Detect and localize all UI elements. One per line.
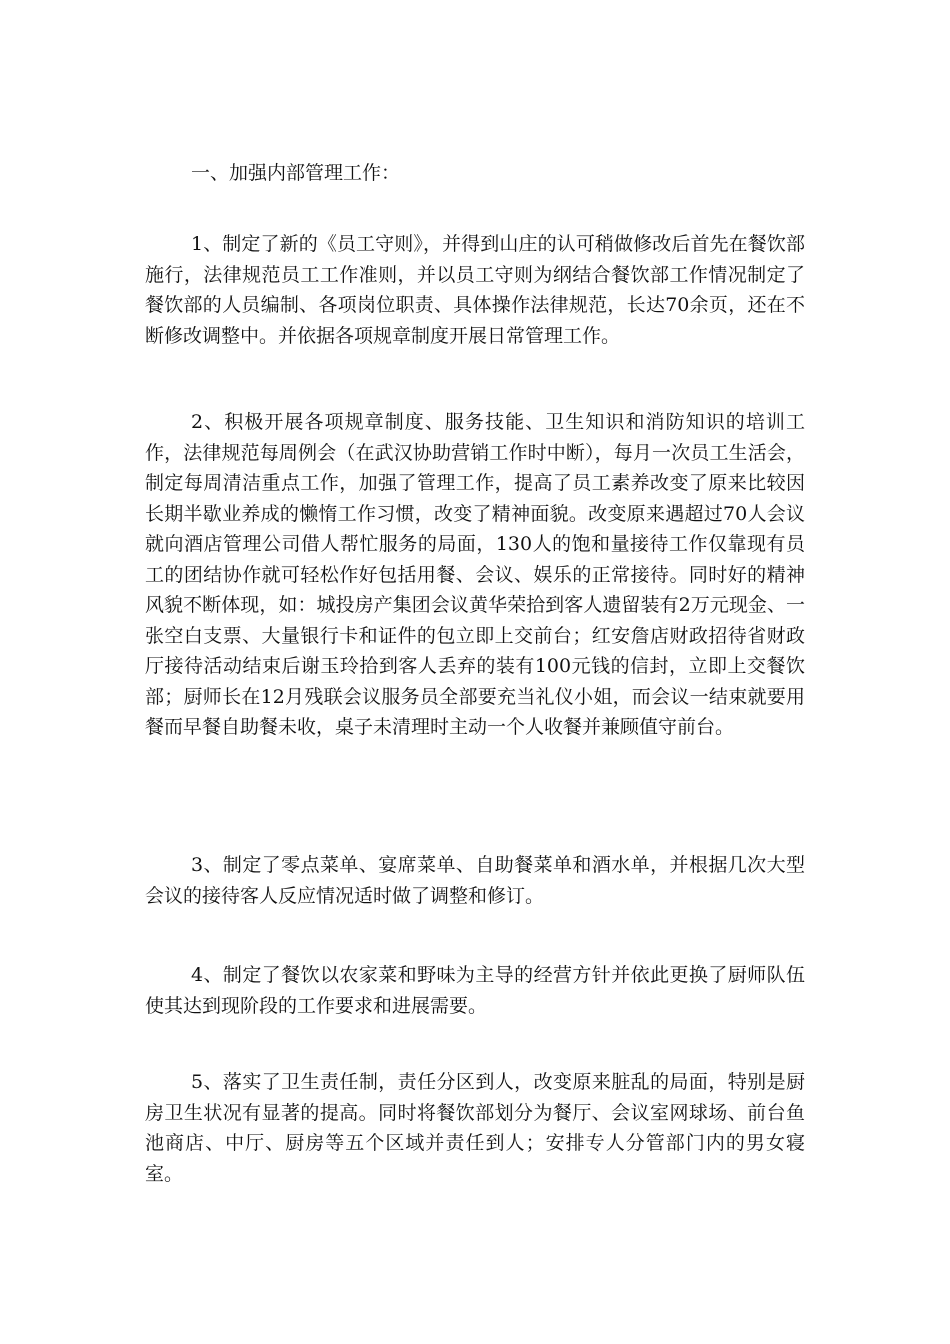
paragraph-training: 2、积极开展各项规章制度、服务技能、卫生知识和消防知识的培训工作，法律规范每周例会（在武汉协助营销工作时中断），每月一次员工生活会，制定每周清洁重点工作，加强了管理工作，提高了员工素养改变了原来比较因长期半歇业养成的懒惰工作习惯，改变了精神面貌。改变原来遇超过70人会议就向酒店管理公司借人帮忙服务的局面，130人的饱和量接待工作仅靠现有员工的团结协作就可轻松作好包括用餐、会议、娱乐的正常接待。同时好的精神风貌不断体现，如：城投房产集团会议黄华荣拾到客人遗留装有2万元现金、一张空白支票、大量银行卡和证件的包立即上交前台；红安詹店财政招待省财政厅接待活动结束后谢玉玲拾到客人丢弃的装有100元钱的信封，立即上交餐饮部；厨师长在12月残联会议服务员全部要充当礼仪小姐，而会议一结束就要用餐而早餐自助餐未收，桌子未清理时主动一个人收餐并兼顾值守前台。 — [145, 411, 805, 738]
paragraph-menus: 3、制定了零点菜单、宴席菜单、自助餐菜单和酒水单，并根据几次大型会议的接待客人反应情况适时做了调整和修订。 — [145, 854, 805, 907]
paragraph-staff-rules: 1、制定了新的《员工守则》，并得到山庄的认可稍做修改后首先在餐饮部施行，法律规范员工工作准则，并以员工守则为纲结合餐饮部工作情况制定了餐饮部的人员编制、各项岗位职责、具体操作法律规范，长达70余页，还在不断修改调整中。并依据各项规章制度开展日常管理工作。 — [145, 233, 805, 347]
paragraph-business-policy: 4、制定了餐饮以农家菜和野味为主导的经营方针并依此更换了厨师队伍使其达到现阶段的工作要求和进展需要。 — [145, 964, 805, 1017]
section-heading: 一、加强内部管理工作： — [191, 162, 401, 184]
paragraph-hygiene: 5、落实了卫生责任制，责任分区到人，改变原来脏乱的局面，特别是厨房卫生状况有显著的提高。同时将餐饮部划分为餐厅、会议室网球场、前台鱼池商店、中厅、厨房等五个区域并责任到人；安排专人分管部门内的男女寝室。 — [145, 1071, 805, 1185]
